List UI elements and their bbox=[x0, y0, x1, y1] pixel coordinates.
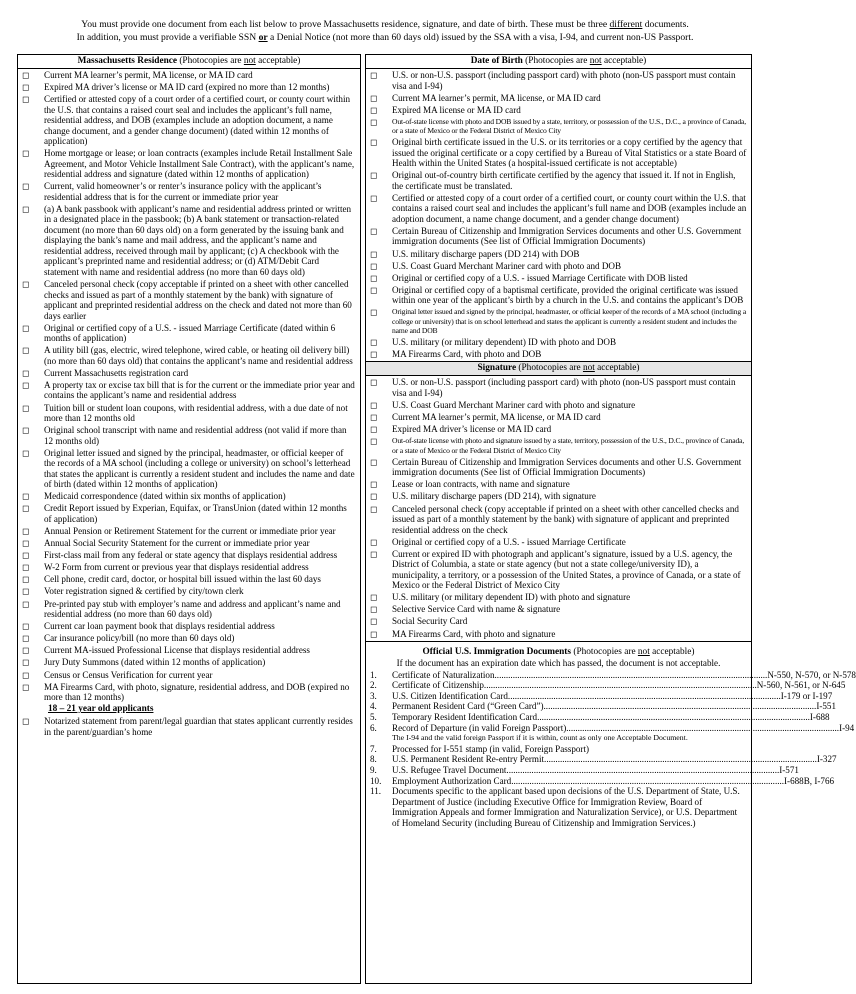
immigration-item bbox=[370, 754, 837, 765]
checkbox-icon[interactable]: ◻ bbox=[22, 345, 30, 356]
immigration-item-number: 8. bbox=[370, 754, 377, 765]
intro-line-1-a: You must provide one document from each list below to prove Massachusetts residence, signature, and date of birth. These must be three bbox=[81, 19, 610, 30]
signature-item bbox=[370, 629, 747, 640]
immigration-item-number: 7. bbox=[370, 743, 377, 754]
immigration-item bbox=[370, 786, 745, 828]
right-column bbox=[365, 54, 856, 984]
intro-different: different bbox=[609, 19, 643, 30]
checkbox-icon[interactable]: ◻ bbox=[370, 337, 378, 348]
signature-item-text: Canceled personal check (copy acceptable if printed on a sheet with other cancelled checks and issued as part of a monthly statement by the bank) with signature of applicant and preprinted residential address on the check bbox=[392, 503, 739, 535]
signature-list bbox=[366, 376, 751, 639]
residence-item bbox=[22, 574, 356, 585]
dob-note-not: not bbox=[589, 56, 602, 66]
immigration-item-label: U.S. Permanent Resident Re-entry Permit bbox=[392, 754, 545, 765]
residence-item bbox=[22, 645, 356, 656]
immigration-item-form-code: I-571 bbox=[779, 765, 799, 775]
checkbox-icon[interactable]: ◻ bbox=[22, 586, 30, 597]
signature-item-text: Out-of-state license with photo and signature issued by a state, territory, possession of the U.S., D.C., province of Canada, or a state of Mexico or the Federal District of Mexico City bbox=[392, 436, 745, 455]
immigration-item-row bbox=[392, 670, 856, 681]
signature-header bbox=[366, 362, 751, 376]
residence-item bbox=[22, 204, 356, 278]
intro-line-2-b: a Denial Notice (not more than 60 days old) issued by the SSA with a visa, I-94, and current non-US Passport. bbox=[267, 32, 694, 43]
residence-item bbox=[22, 181, 356, 202]
dob-note-a: (Photocopies are bbox=[522, 56, 590, 66]
dot-leader bbox=[484, 680, 757, 691]
checkbox-icon[interactable]: ◻ bbox=[22, 657, 30, 668]
signature-item bbox=[370, 424, 747, 435]
immigration-item-form-code: I-327 bbox=[816, 754, 837, 765]
residence-list bbox=[18, 69, 360, 703]
residence-item-text: Tuition bill or student loan coupons, with residential address, with a due date of not more than 12 months old bbox=[44, 402, 348, 424]
dob-title: Date of Birth bbox=[470, 56, 523, 66]
dob-item bbox=[370, 261, 747, 272]
residence-item bbox=[22, 491, 356, 502]
dob-list bbox=[366, 69, 751, 360]
immigration-header bbox=[366, 642, 751, 658]
immigration-item-number: 6. bbox=[370, 722, 377, 733]
immigration-item-number: 1. bbox=[370, 669, 377, 680]
checkbox-icon[interactable]: ◻ bbox=[370, 92, 378, 103]
dob-item bbox=[370, 105, 747, 116]
residence-item-text: Car insurance policy/bill (no more than 60 days old) bbox=[44, 633, 235, 644]
intro-line-2 bbox=[20, 31, 750, 44]
residence-item-text: Credit Report issued by Experian, Equifax, or TransUnion (dated within 12 months of application) bbox=[44, 503, 347, 524]
residence-item bbox=[22, 279, 356, 321]
immigration-item-label: Processed for I-551 stamp (in valid, Foreign Passport) bbox=[392, 743, 589, 754]
signature-item bbox=[370, 491, 747, 502]
checkbox-icon[interactable]: ◻ bbox=[22, 82, 30, 93]
checkbox-icon[interactable]: ◻ bbox=[22, 550, 30, 561]
residence-item-text: Current, valid homeowner’s or renter’s insurance policy with the applicant’s residential address that is for the current or immediate prior year bbox=[44, 181, 322, 202]
immigration-item-row bbox=[392, 723, 854, 734]
dob-item bbox=[370, 137, 747, 169]
residence-item bbox=[22, 550, 356, 561]
checkbox-icon[interactable]: ◻ bbox=[22, 94, 30, 105]
residence-note-a: (Photocopies are bbox=[177, 56, 244, 66]
immigration-item-label: Certificate of Citizenship bbox=[392, 680, 484, 691]
residence-note-b: acceptable) bbox=[255, 56, 301, 66]
checkbox-icon[interactable]: ◻ bbox=[370, 616, 378, 627]
immigration-title: Official U.S. Immigration Documents bbox=[422, 646, 572, 657]
checkbox-icon[interactable]: ◻ bbox=[370, 479, 378, 490]
residence-column bbox=[17, 54, 361, 984]
checkbox-icon[interactable]: ◻ bbox=[22, 70, 30, 80]
signature-item-text: Current MA learner’s permit, MA license, or MA ID card bbox=[392, 412, 601, 423]
signature-item bbox=[370, 537, 747, 548]
checkbox-icon[interactable]: ◻ bbox=[370, 192, 378, 203]
residence-item-text: Census or Census Verification for current year bbox=[44, 669, 213, 680]
residence-item bbox=[22, 82, 356, 93]
dot-leader bbox=[508, 691, 781, 702]
residence-item-text: Original school transcript with name and residential address (not valid if more than 12 months old) bbox=[44, 425, 347, 446]
dob-item-text: Expired MA license or MA ID card bbox=[392, 104, 521, 115]
checkbox-icon[interactable]: ◻ bbox=[370, 456, 378, 467]
checkbox-icon[interactable]: ◻ bbox=[22, 181, 30, 192]
dob-item-text: U.S. or non-U.S. passport (including passport card) with photo (non-US passport must contain visa and I-94) bbox=[392, 70, 736, 91]
age-18-21-item-text: Notarized statement from parent/legal guardian that states applicant currently resides in the parent/guardian’s home bbox=[44, 716, 353, 737]
dob-item bbox=[370, 249, 747, 260]
residence-item bbox=[22, 526, 356, 537]
signature-note-b: acceptable) bbox=[594, 363, 640, 374]
immigration-item-row bbox=[392, 680, 845, 691]
residence-item bbox=[22, 448, 356, 490]
immigration-item bbox=[370, 701, 837, 712]
immigration-item-label: The I-94 and the valid foreign Passport if it is within, count as only one Acceptable Document. bbox=[392, 733, 688, 743]
checkbox-icon[interactable]: ◻ bbox=[370, 400, 378, 411]
signature-item bbox=[370, 549, 747, 591]
residence-item bbox=[22, 403, 356, 424]
dob-item bbox=[370, 337, 747, 348]
immigration-item bbox=[370, 669, 856, 681]
dob-item bbox=[370, 70, 747, 91]
immigration-item bbox=[370, 744, 745, 755]
checkbox-icon[interactable]: ◻ bbox=[370, 628, 378, 639]
residence-item-text: (a) A bank passbook with applicant’s name and residential address printed or written in a designated place in the passbook; (b) A bank statement or transaction-related document (no more than 60 days old) on a form generated by the issuing bank and displaying the bank’s name and mail address, and the applicant’s name and residential address, received through mail by applicant; (c) A checkbook with the applicant’s preprinted name and residential address; or (d) ATM/Debit Card statement with name and residential address (no more than 60 days old) bbox=[44, 203, 352, 277]
checkbox-icon[interactable]: ◻ bbox=[22, 402, 30, 413]
signature-note-not: not bbox=[582, 363, 595, 374]
immigration-item-row bbox=[392, 691, 832, 702]
checkbox-icon[interactable]: ◻ bbox=[22, 491, 30, 502]
residence-item-text: A property tax or excise tax bill that is for the current or the immediate prior year and contains the applicant’s name and residential address bbox=[44, 379, 355, 401]
signature-item bbox=[370, 479, 747, 490]
dob-note-b: acceptable) bbox=[601, 56, 647, 66]
signature-item bbox=[370, 504, 747, 536]
residence-item bbox=[22, 538, 356, 549]
residence-item bbox=[22, 633, 356, 644]
dot-leader bbox=[566, 723, 839, 734]
checkbox-icon[interactable]: ◻ bbox=[370, 137, 378, 148]
immigration-item-number: 2. bbox=[370, 680, 377, 691]
dob-item-text: Original or certified copy of a U.S. - issued Marriage Certificate with DOB listed bbox=[392, 272, 688, 283]
immigration-item-number: 3. bbox=[370, 690, 377, 701]
age-18-21-list bbox=[18, 715, 360, 737]
signature-item-text: MA Firearms Card, with photo and signature bbox=[392, 628, 556, 639]
signature-note-a: (Photocopies are bbox=[516, 363, 583, 374]
checkbox-icon[interactable]: ◻ bbox=[22, 562, 30, 573]
residence-item bbox=[22, 94, 356, 147]
immigration-item-label: Record of Departure (in valid Foreign Passport) bbox=[392, 722, 567, 733]
residence-item-text: Medicaid correspondence (dated within six months of application) bbox=[44, 491, 286, 502]
immigration-item-form-code: I-551 bbox=[816, 701, 837, 712]
signature-item-text: U.S. or non-U.S. passport (including passport card) with photo (non-US passport must contain visa and I-94) bbox=[392, 377, 736, 398]
residence-item bbox=[22, 323, 356, 344]
dob-item-text: U.S. military discharge papers (DD 214) with DOB bbox=[392, 248, 580, 259]
residence-item bbox=[22, 503, 356, 524]
immigration-item-label: U.S. Citizen Identification Card bbox=[392, 690, 508, 701]
checkbox-icon[interactable]: ◻ bbox=[22, 503, 30, 514]
residence-item-text: Jury Duty Summons (dated within 12 months of application) bbox=[44, 657, 266, 668]
residence-item-text: Annual Pension or Retirement Statement for the current or immediate prior year bbox=[44, 526, 336, 536]
checkbox-icon[interactable]: ◻ bbox=[22, 279, 30, 290]
checkbox-icon[interactable]: ◻ bbox=[370, 225, 378, 236]
immigration-item-number: 11. bbox=[370, 786, 382, 797]
residence-item-text: Certified or attested copy of a court order of a certified court, or county court within the U.S. that contains a raised court seal and includes the applicant’s full name, residential address, and DOB (examples include an adoption document, a name change document, and a gender change document) (dated within 12 months of application) bbox=[44, 94, 351, 147]
residence-item-text: Original or certified copy of a U.S. - issued Marriage Certificate (dated within 6 months of application) bbox=[44, 322, 336, 344]
residence-item-text: Original letter issued and signed by the principal, headmaster, or official keeper of the records of a MA school (including a college or university) on school’s letterhead that states the applicant is currently a resident student and includes the name and date of birth (dated within 12 months of application) bbox=[44, 447, 355, 490]
checkbox-icon[interactable]: ◻ bbox=[370, 412, 378, 423]
checkbox-icon[interactable]: ◻ bbox=[370, 70, 378, 80]
residence-item bbox=[22, 621, 356, 632]
immigration-item-label: Certificate of Naturalization bbox=[392, 669, 495, 680]
checkbox-icon[interactable]: ◻ bbox=[22, 379, 30, 390]
signature-item bbox=[370, 400, 747, 411]
checkbox-icon[interactable]: ◻ bbox=[22, 645, 30, 656]
residence-title: Massachusetts Residence bbox=[77, 56, 177, 66]
immigration-item-form-code: I-179 or I-197 bbox=[780, 690, 833, 701]
dob-header bbox=[366, 55, 751, 69]
signature-item bbox=[370, 616, 747, 627]
residence-item bbox=[22, 562, 356, 573]
signature-item bbox=[370, 457, 747, 478]
dob-item bbox=[370, 273, 747, 284]
immigration-item-number: 9. bbox=[370, 765, 377, 775]
immigration-item-number bbox=[370, 733, 392, 744]
dob-item-text: Current MA learner’s permit, MA license, or MA ID card bbox=[392, 92, 601, 103]
immigration-item-row bbox=[392, 701, 836, 712]
immigration-item-label: Employment Authorization Card bbox=[392, 775, 512, 786]
checkbox-icon[interactable]: ◻ bbox=[370, 436, 378, 447]
signature-item-text: U.S. Coast Guard Merchant Mariner card with photo and signature bbox=[392, 400, 636, 411]
checkbox-icon[interactable]: ◻ bbox=[370, 170, 378, 181]
immigration-item-label: U.S. Refugee Travel Document bbox=[392, 765, 507, 775]
residence-item-text: Canceled personal check (copy acceptable if printed on a sheet with other cancelled checks and issued as part of a monthly statement by the bank) with signature of applicant and preprinted residential address on the check and dated not more than 60 days earlier bbox=[44, 279, 352, 321]
immigration-note-a: (Photocopies are bbox=[571, 646, 638, 657]
residence-item-text: Expired MA driver’s license or MA ID card (expired no more than 12 months) bbox=[44, 82, 330, 93]
signature-section bbox=[366, 362, 751, 641]
residence-item bbox=[22, 380, 356, 401]
immigration-note-not: not bbox=[637, 646, 650, 657]
residence-header bbox=[18, 55, 360, 69]
immigration-item-form-code: N-550, N-570, or N-578 bbox=[767, 669, 856, 680]
residence-item-text: Current MA-issued Professional License that displays residential address bbox=[44, 645, 310, 656]
residence-item bbox=[22, 368, 356, 379]
dot-leader bbox=[537, 712, 810, 723]
intro-line-1-b: documents. bbox=[642, 19, 689, 30]
checkbox-icon[interactable]: ◻ bbox=[22, 203, 30, 214]
residence-item-text: Current MA learner’s permit, MA license, or MA ID card bbox=[44, 70, 253, 80]
immigration-item-label: Temporary Resident Identification Card bbox=[392, 712, 538, 723]
immigration-item-row bbox=[392, 712, 830, 723]
signature-item-text: Current or expired ID with photograph and applicant’s signature, issued by a U.S. agency, the District of Columbia, a state or state agency (but not a state college/university ID), a municipality, a territory, or a possession of the United States, a province of Canada, or a state of Mexico or the Federal District of Mexico City bbox=[392, 548, 741, 591]
age-18-21-heading: 18 – 21 year old applicants bbox=[48, 704, 154, 715]
residence-item bbox=[22, 345, 356, 366]
immigration-expiry-note: If the document has an expiration date which has passed, the document is not acceptable. bbox=[396, 657, 721, 668]
immigration-item-label: Permanent Resident Card (“Green Card”) bbox=[392, 701, 544, 712]
signature-item bbox=[370, 592, 747, 603]
immigration-item-number: 10. bbox=[370, 775, 382, 786]
signature-item-text: U.S. military (or military dependent ID) with photo and signature bbox=[392, 592, 631, 603]
checkbox-icon[interactable]: ◻ bbox=[22, 538, 30, 549]
immigration-item-form-code: I-688 bbox=[809, 712, 830, 723]
checkbox-icon[interactable]: ◻ bbox=[22, 425, 30, 436]
dot-leader bbox=[544, 701, 817, 712]
immigration-item-row bbox=[392, 776, 834, 787]
checkbox-icon[interactable]: ◻ bbox=[370, 592, 378, 603]
immigration-item bbox=[370, 765, 799, 776]
intro-or: or bbox=[258, 32, 268, 43]
intro-text bbox=[20, 18, 750, 44]
intro-line-2-a: In addition, you must provide a verifiable SSN bbox=[76, 32, 259, 43]
residence-item-text: First-class mail from any federal or state agency that displays residential address bbox=[44, 550, 338, 561]
checkbox-icon[interactable]: ◻ bbox=[22, 598, 30, 609]
dob-item bbox=[370, 93, 747, 104]
signature-item-text: Selective Service Card with name & signature bbox=[392, 604, 561, 615]
signature-item-text: Expired MA driver’s license or MA ID card bbox=[392, 424, 552, 435]
immigration-item bbox=[370, 775, 835, 787]
checkbox-icon[interactable]: ◻ bbox=[22, 367, 30, 378]
checkbox-icon[interactable]: ◻ bbox=[370, 548, 378, 559]
checkbox-icon[interactable]: ◻ bbox=[22, 148, 30, 159]
checkbox-icon[interactable]: ◻ bbox=[370, 104, 378, 115]
dob-item bbox=[370, 349, 747, 360]
signature-item-text: Certain Bureau of Citizenship and Immigration Services documents and other U.S. Government immigration documents (See list of Official Immigration Documents) bbox=[392, 456, 742, 478]
checkbox-icon[interactable]: ◻ bbox=[370, 491, 378, 502]
dot-leader bbox=[495, 670, 768, 681]
dob-item-text: Certain Bureau of Citizenship and Immigration Services documents and other U.S. Government immigration documents (See list of Official Immigration Documents) bbox=[392, 225, 742, 247]
checkbox-icon[interactable]: ◻ bbox=[370, 307, 378, 318]
immigration-item-form-code: I-688B, I-766 bbox=[784, 775, 835, 786]
signature-item bbox=[370, 377, 747, 398]
residence-item bbox=[22, 670, 356, 681]
residence-item bbox=[22, 70, 356, 81]
immigration-item-number: 4. bbox=[370, 701, 377, 712]
residence-item-text: Current car loan payment book that displays residential address bbox=[44, 621, 275, 632]
dob-item-text: U.S. military (or military dependent) ID with photo and DOB bbox=[392, 337, 617, 348]
checkbox-icon[interactable]: ◻ bbox=[370, 536, 378, 547]
dob-item-text: Original birth certificate issued in the U.S. or its territories or a copy certified by the agency that issued the original certificate or a copy certified by a Bureau of Vital Statistics or a state Board of Health within the United States (a hospital-issued certificate is not acceptable) bbox=[392, 137, 747, 169]
dob-item-text: Original out-of-country birth certificate certified by the agency that issued it. If not in English, the certificate must be translated. bbox=[392, 170, 736, 191]
checkbox-icon[interactable]: ◻ bbox=[22, 716, 30, 727]
residence-item-text: Voter registration signed & certified by city/town clerk bbox=[44, 586, 244, 597]
immigration-item-row bbox=[392, 765, 799, 776]
checkbox-icon[interactable]: ◻ bbox=[370, 248, 378, 259]
residence-item-text: W-2 Form from current or previous year that displays residential address bbox=[44, 562, 309, 573]
checkbox-icon[interactable]: ◻ bbox=[370, 503, 378, 514]
dob-item-text: Certified or attested copy of a court order of a certified court, or county court within the U.S. that contains a raised court seal and includes the applicant’s full name and DOB (examples include an adoption document, a name change document, and a gender change document) bbox=[392, 192, 747, 224]
dot-leader bbox=[544, 754, 817, 765]
immigration-item-form-code: N-560, N-561, or N-645 bbox=[756, 680, 846, 691]
checkbox-icon[interactable]: ◻ bbox=[370, 377, 378, 388]
dob-item-text: Out-of-state license with photo and DOB issued by a state, territory, or possession of the U.S., D.C., a province of Canada, or a state of Mexico or the Federal District of Mexico City bbox=[392, 116, 746, 136]
signature-item bbox=[370, 412, 747, 423]
residence-item-text: Current Massachusetts registration card bbox=[44, 367, 189, 378]
residence-item bbox=[22, 657, 356, 668]
checkbox-icon[interactable]: ◻ bbox=[22, 447, 30, 458]
dob-item-text: Original or certified copy of a baptismal certificate, provided the original certificate was issued within one year of the applicant’s birth by a church in the U.S. and contains the applicant’s DOB bbox=[392, 284, 744, 306]
residence-item-text: A utility bill (gas, electric, wired telephone, wired cable, or heating oil delivery bill) (no more than 60 days old) that contains the applicant’s name and residential address bbox=[44, 345, 353, 366]
checkbox-icon[interactable]: ◻ bbox=[370, 116, 378, 127]
residence-note-not: not bbox=[243, 56, 256, 66]
dob-item bbox=[370, 307, 747, 335]
dob-item bbox=[370, 117, 747, 136]
immigration-item bbox=[370, 712, 830, 723]
checkbox-icon[interactable]: ◻ bbox=[370, 284, 378, 295]
dob-item-text: U.S. Coast Guard Merchant Mariner card with photo and DOB bbox=[392, 260, 622, 271]
checkbox-icon[interactable]: ◻ bbox=[22, 526, 30, 536]
residence-item bbox=[22, 682, 356, 703]
residence-item-text: MA Firearms Card, with photo, signature, residential address, and DOB (expired no more than 12 months) bbox=[44, 681, 350, 703]
dob-item bbox=[370, 285, 747, 306]
checkbox-icon[interactable]: ◻ bbox=[370, 260, 378, 271]
residence-item-text: Annual Social Security Statement for the current or immediate prior year bbox=[44, 538, 310, 549]
checkbox-icon[interactable]: ◻ bbox=[22, 633, 30, 644]
dob-item bbox=[370, 193, 747, 225]
signature-item-text: Lease or loan contracts, with name and signature bbox=[392, 479, 570, 490]
checkbox-icon[interactable]: ◻ bbox=[370, 424, 378, 435]
checkbox-icon[interactable]: ◻ bbox=[370, 272, 378, 283]
immigration-item-number: 5. bbox=[370, 712, 377, 723]
residence-item-text: Pre-printed pay stub with employer’s name and address and applicant’s name and residential address (no more than 60 days old) bbox=[44, 598, 341, 620]
signature-item-text: U.S. military discharge papers (DD 214), with signature bbox=[392, 491, 596, 502]
immigration-item-label: Documents specific to the applicant based upon decisions of the U.S. Department of State, U.S. Department of Justice (including Executive Office for Immigration Review, Board of Immigration Appeals and former Immigration and Naturalization Service), or U.S. Department of Homeland Security (including Bureau of Citizenship and Immigration Services.) bbox=[392, 786, 740, 828]
age-18-21-item bbox=[22, 716, 356, 737]
dob-item-text: MA Firearms Card, with photo and DOB bbox=[392, 349, 542, 360]
immigration-list bbox=[366, 669, 856, 829]
checkbox-icon[interactable]: ◻ bbox=[370, 349, 378, 360]
immigration-item-row bbox=[392, 754, 837, 765]
checkbox-icon[interactable]: ◻ bbox=[22, 621, 30, 632]
residence-item bbox=[22, 599, 356, 620]
signature-item bbox=[370, 436, 747, 455]
checkbox-icon[interactable]: ◻ bbox=[370, 604, 378, 615]
residence-item bbox=[22, 425, 356, 446]
residence-item-text: Cell phone, credit card, doctor, or hospital bill issued within the last 60 days bbox=[44, 574, 321, 585]
dob-section bbox=[366, 55, 751, 362]
dob-item bbox=[370, 170, 747, 191]
immigration-item bbox=[370, 733, 745, 744]
immigration-item bbox=[370, 680, 846, 691]
dob-item bbox=[370, 226, 747, 247]
residence-item bbox=[22, 148, 356, 180]
immigration-item bbox=[370, 722, 855, 734]
residence-item-text: Home mortgage or lease; or loan contracts (examples include Retail Installment Sale Agreement, and Motor Vehicle Installment Sale Contract), with the applicant’s name, residential address and signature (dated within 12 months of application) bbox=[44, 148, 355, 180]
dot-leader bbox=[511, 776, 784, 787]
intro-line-1 bbox=[20, 18, 750, 31]
dob-item-text: Original letter issued and signed by the principal, headmaster, or official keeper of the records of a MA school (including a college or university) that is on school letterhead and states the applicant is currently a resident student and includes the name and DOB bbox=[392, 307, 747, 336]
checkbox-icon[interactable]: ◻ bbox=[22, 322, 30, 333]
signature-item-text: Original or certified copy of a U.S. - issued Marriage Certificate bbox=[392, 536, 626, 547]
residence-item bbox=[22, 586, 356, 597]
immigration-note-b: acceptable) bbox=[649, 646, 695, 657]
signature-item bbox=[370, 604, 747, 615]
checkbox-icon[interactable]: ◻ bbox=[22, 681, 30, 692]
immigration-item bbox=[370, 690, 833, 702]
checkbox-icon[interactable]: ◻ bbox=[22, 574, 30, 585]
checkbox-icon[interactable]: ◻ bbox=[22, 669, 30, 680]
dot-leader bbox=[506, 765, 779, 776]
immigration-section bbox=[366, 642, 856, 829]
immigration-item-form-code: I-94 bbox=[839, 722, 855, 733]
signature-item-text: Social Security Card bbox=[392, 616, 468, 627]
signature-title: Signature bbox=[477, 363, 517, 374]
